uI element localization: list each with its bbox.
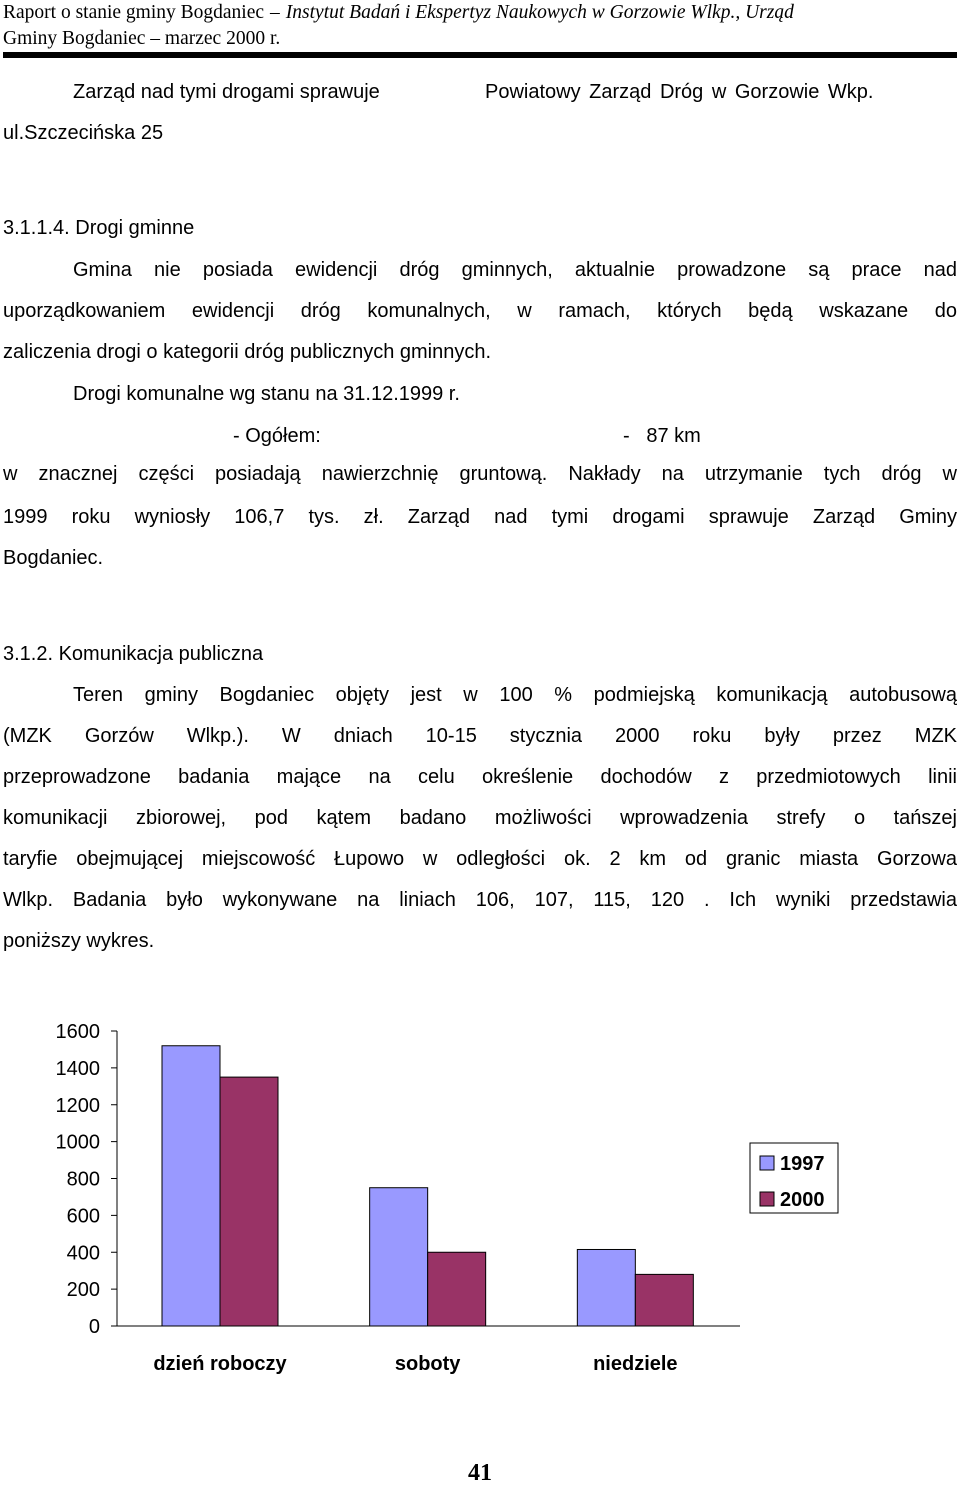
chart-plot-area — [56, 1021, 839, 1375]
header-rule — [3, 52, 957, 58]
paragraph-line: komunikacji zbiorowej, pod kątem badano możliwości wprowadzenia strefy o tańszej — [3, 807, 957, 829]
y-tick-label: 800 — [66, 1168, 100, 1191]
header-report-title: Raport o stanie gminy Bogdaniec — [3, 2, 265, 23]
y-tick-label: 1600 — [55, 1021, 100, 1043]
communal-roads-heading: Drogi komunalne wg stanu na 31.12.1999 r. — [73, 383, 460, 405]
paragraph-line: przeprowadzone badania mające na celu określenie dochodów z przedmiotowych linii — [3, 766, 957, 788]
section-heading-3114: 3.1.1.4. Drogi gminne — [3, 217, 195, 239]
paragraph-line: w znacznej części posiadają nawierzchnię gruntową. Nakłady na utrzymanie tych dróg w — [3, 463, 957, 485]
legend-swatch-2000 — [760, 1192, 774, 1206]
legend-label-2000: 2000 — [780, 1189, 825, 1211]
paragraph-line: (MZK Gorzów Wlkp.). W dniach 10-15 stycznia 2000 roku były przez MZK — [3, 725, 957, 747]
bar-2000 — [635, 1274, 693, 1326]
y-tick-label: 0 — [88, 1316, 100, 1338]
bar-1997 — [370, 1188, 428, 1326]
bar-2000 — [220, 1077, 278, 1326]
y-tick-label: 1000 — [55, 1131, 100, 1154]
roads-management-authority: Powiatowy Zarząd Dróg w Gorzowie Wkp. — [485, 81, 874, 103]
legend-label-1997: 1997 — [780, 1153, 825, 1175]
y-tick-label: 600 — [66, 1205, 100, 1228]
y-tick-label: 200 — [66, 1279, 100, 1302]
header-line-2: Gminy Bogdaniec – marzec 2000 r. — [3, 28, 281, 49]
bar-chart — [0, 1000, 960, 1400]
header-separator: – — [270, 2, 280, 23]
y-tick-label: 1200 — [55, 1094, 100, 1117]
paragraph-line: taryfie obejmującej miejscowość Łupowo w odległości ok. 2 km od granic miasta Gorzowa — [3, 848, 957, 870]
legend-swatch-1997 — [760, 1156, 774, 1170]
header-institute: Instytut Badań i Ekspertyz Naukowych w Gorzowie Wlkp., Urząd — [285, 2, 794, 23]
y-tick-label: 1400 — [55, 1057, 100, 1080]
paragraph-line: 1999 roku wyniosły 106,7 tys. zł. Zarząd nad tymi drogami sprawuje Zarząd Gminy — [3, 506, 957, 528]
paragraph-line: uporządkowaniem ewidencji dróg komunalnych, w ramach, których będą wskazane do — [3, 300, 957, 322]
page-header — [3, 0, 957, 52]
roads-management-address: ul.Szczecińska 25 — [3, 122, 164, 144]
bar-1997 — [162, 1046, 220, 1326]
bar-1997 — [577, 1249, 635, 1326]
x-category-label: niedziele — [593, 1353, 678, 1375]
total-roads-value: - 87 km — [623, 425, 701, 447]
section-heading-312: 3.1.2. Komunikacja publiczna — [3, 643, 264, 665]
paragraph-line: Bogdaniec. — [3, 547, 104, 569]
roads-management-text: Zarząd nad tymi drogami sprawuje — [73, 81, 380, 103]
x-category-label: soboty — [394, 1353, 461, 1375]
header-line-1 — [3, 0, 957, 26]
paragraph-line: Gmina nie posiada ewidencji dróg gminnych, aktualnie prowadzone są prace nad — [73, 259, 957, 281]
bar-2000 — [428, 1252, 486, 1326]
paragraph-line: Wlkp. Badania było wykonywane na liniach 106, 107, 115, 120 . Ich wyniki przedstawia — [3, 889, 957, 911]
paragraph-line: poniższy wykres. — [3, 930, 155, 952]
x-category-label: dzień roboczy — [153, 1353, 287, 1375]
paragraph-line: zaliczenia drogi o kategorii dróg publicznych gminnych. — [3, 341, 492, 363]
total-roads-label: - Ogółem: — [233, 425, 321, 447]
paragraph-line: Teren gminy Bogdaniec objęty jest w 100 % podmiejską komunikacją autobusową — [73, 684, 957, 706]
page-number: 41 — [468, 1460, 492, 1486]
y-tick-label: 400 — [66, 1242, 100, 1265]
